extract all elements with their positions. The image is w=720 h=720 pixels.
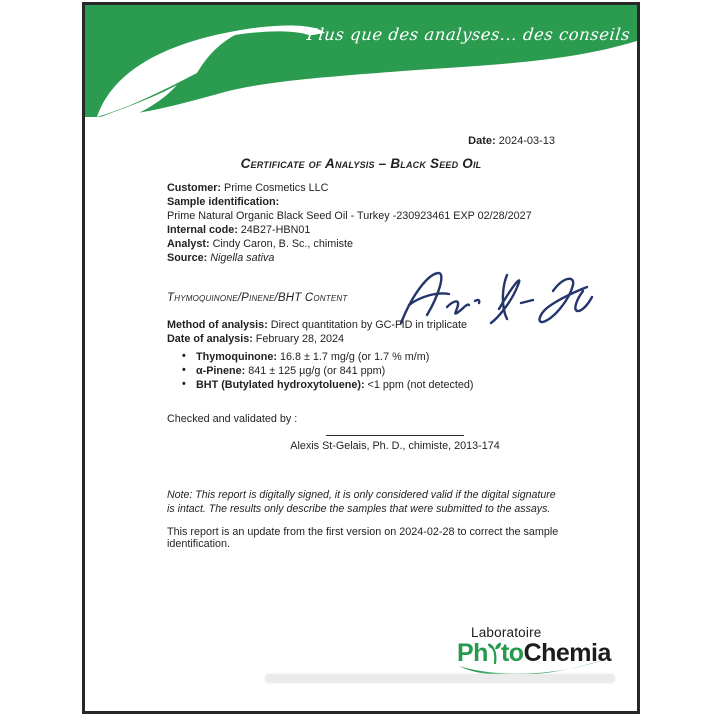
result-item-thymoquinone	[167, 350, 587, 364]
method-value: Direct quantitation by GC-FID in triplicate	[267, 319, 468, 331]
internal-code-label: Internal code:	[167, 224, 238, 237]
logo-chemia: Chemia	[523, 639, 611, 667]
result-item-bht	[167, 378, 587, 392]
analysis-date-value: February 28, 2024	[252, 333, 345, 346]
bullet-icon: •	[182, 350, 186, 362]
sample-id-label: Sample identification:	[167, 196, 280, 209]
signatory-name: Alexis St-Gelais, Ph. D., chimiste, 2013-174	[290, 440, 500, 452]
logo-to: to	[500, 639, 524, 667]
result-value: 841 ± 125 µg/g (or 841 ppm)	[245, 365, 386, 378]
date-label: Date:	[468, 135, 496, 147]
analysis-date-label: Date of analysis:	[167, 333, 253, 346]
signature-line	[326, 435, 464, 436]
signature-block	[245, 435, 545, 452]
result-value: 16.8 ± 1.7 mg/g (or 1.7 % m/m)	[276, 351, 430, 363]
source-label: Source:	[167, 252, 208, 265]
certificate-page	[82, 2, 640, 714]
leaf-swoosh-banner-graphic	[85, 5, 637, 127]
sample-id-value: Prime Natural Organic Black Seed Oil - Turkey -230923461 EXP 02/28/2027	[167, 210, 532, 223]
redacted-footer-bar	[265, 674, 615, 683]
report-update-note: This report is an update from the first version on 2024-02-28 to correct the sample identification.	[167, 526, 559, 550]
result-value: <1 ppm (not detected)	[364, 379, 474, 392]
analyst-line	[167, 237, 567, 251]
customer-label: Customer:	[167, 182, 221, 194]
checked-by-line: Checked and validated by :	[167, 413, 298, 425]
sample-id-label-line	[167, 195, 567, 209]
logo-phytochemia-text	[457, 640, 627, 666]
customer-value: Prime Cosmetics LLC	[221, 182, 329, 194]
analyst-value: Cindy Caron, B. Sc., chimiste	[209, 238, 354, 251]
result-label: α-Pinene:	[196, 365, 246, 378]
analysis-date-line	[167, 332, 587, 346]
internal-code-line	[167, 223, 567, 237]
section-heading: Thymoquinone/Pinene/BHT Content	[167, 292, 348, 304]
method-line	[167, 318, 587, 332]
banner-tagline: Plus que des analyses... des conseils	[306, 25, 632, 44]
logo-ph: Ph	[457, 639, 488, 667]
date-value: 2024-03-13	[495, 135, 555, 147]
digital-signature-note: Note: This report is digitally signed, it is only considered valid if the digital signature is intact. The results only describe the samples that were submitted to the assays.	[167, 489, 556, 515]
analyst-label: Analyst:	[167, 238, 210, 251]
document-title: Certificate of Analysis – Black Seed Oil	[240, 156, 482, 171]
phytochemia-logo	[457, 625, 627, 666]
method-label: Method of analysis:	[167, 319, 268, 331]
logo-laboratoire-text: Laboratoire	[471, 625, 542, 640]
date-line	[468, 135, 555, 147]
source-value: Nigella sativa	[207, 252, 275, 265]
customer-line	[167, 181, 567, 195]
sample-info-block	[167, 181, 567, 266]
sample-id-value-line	[167, 209, 567, 223]
page-inner	[85, 5, 637, 711]
results-list	[167, 350, 587, 392]
result-item-pinene	[167, 364, 587, 378]
bullet-icon: •	[182, 378, 186, 391]
method-block	[167, 318, 587, 346]
result-label: Thymoquinone:	[196, 351, 277, 363]
bullet-icon: •	[182, 364, 186, 377]
result-label: BHT (Butylated hydroxytoluene):	[196, 379, 365, 392]
internal-code-value: 24B27-HBN01	[237, 224, 311, 237]
